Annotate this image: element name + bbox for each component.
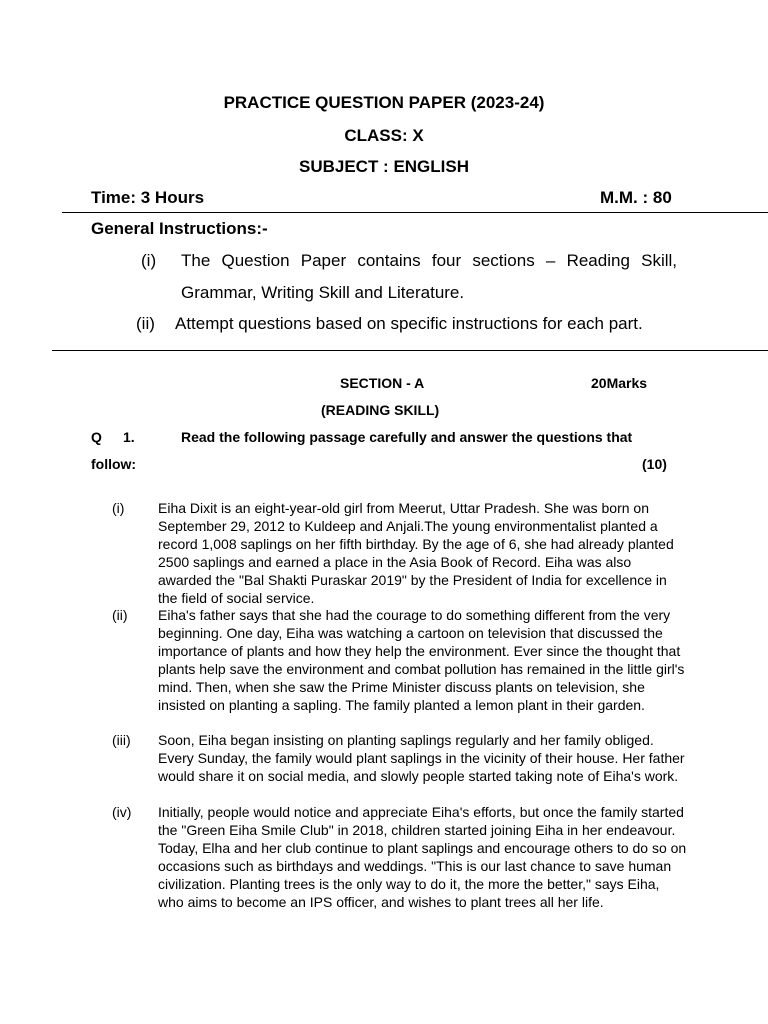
- instruction-1-line2: Grammar, Writing Skill and Literature.: [181, 283, 465, 302]
- question-marks: (10): [642, 456, 667, 472]
- instruction-2-number: (ii): [136, 314, 155, 333]
- passage-para-1-number: (i): [112, 500, 125, 516]
- passage-para-2-number: (ii): [112, 607, 128, 623]
- passage-para-1: Eiha Dixit is an eight-year-old girl from Meerut, Uttar Pradesh. She was born on September 29, 2012 to Kuldeep and Anjali.The young environmentalist planted a record 1,008 saplings on her fifth birthday. By the age of 6, she had already planted 2500 saplings and earned a place in the Asia Book of Record. Eiha was also awarded the "Bal Shakti Puraskar 2019" by the President of India for excellence in the field of social service.: [158, 500, 674, 606]
- question-follow: follow:: [91, 456, 137, 472]
- header-divider: [62, 212, 768, 213]
- passage-para-3: Soon, Eiha began insisting on planting saplings regularly and her family obliged. Every Sunday, the family would plant saplings in the vicinity of their house. Her father would share it on social media, and slowly people started taking note of Eiha's work.: [158, 732, 685, 784]
- max-marks-label: M.M. : 80: [600, 188, 672, 207]
- instructions-heading: General Instructions:-: [91, 219, 268, 238]
- section-marks: 20Marks: [591, 375, 648, 391]
- passage-para-4: Initially, people would notice and appreciate Eiha's efforts, but once the family started the "Green Eiha Smile Club" in 2018, children started joining Eiha in her endeavour. Today, Elha and her club continue to plant saplings and encourage others to do so on occasions such as birthdays and weddings. "This is our last chance to save human civilization. Planting trees is the only way to do it, the more the better," says Eiha, who aims to become an IPS officer, and wishes to plant trees all her life.: [158, 804, 687, 910]
- section-divider: [52, 350, 768, 351]
- instruction-2-line1: Attempt questions based on specific instructions for each part.: [175, 314, 643, 333]
- instruction-1-line1: The Question Paper contains four sections – Reading Skill,: [181, 251, 677, 270]
- passage-para-2: Eiha's father says that she had the courage to do something different from the very beginning. One day, Eiha was watching a cartoon on television that discussed the importance of plants and how they help the environment. Ever since the thought that plants help save the environment and combat pollution has remained in the little girl's mind. Then, when she saw the Prime Minister discuss plants on television, she insisted on planting a sapling. The family planted a lemon plant in their garden.: [158, 607, 685, 713]
- section-title: SECTION - A: [340, 375, 425, 391]
- class-label: CLASS: X: [344, 126, 424, 145]
- section-subtitle: (READING SKILL): [321, 402, 440, 418]
- paper-title: PRACTICE QUESTION PAPER (2023-24): [223, 93, 545, 112]
- passage-para-3-number: (iii): [112, 732, 131, 748]
- subject-label: SUBJECT : ENGLISH: [298, 157, 470, 176]
- question-label: Q: [91, 429, 102, 445]
- question-number: 1.: [123, 429, 135, 445]
- time-label: Time: 3 Hours: [91, 188, 205, 207]
- question-text: Read the following passage carefully and answer the questions that: [181, 429, 633, 445]
- instruction-1-number: (i): [141, 251, 157, 270]
- passage-para-4-number: (iv): [112, 804, 132, 820]
